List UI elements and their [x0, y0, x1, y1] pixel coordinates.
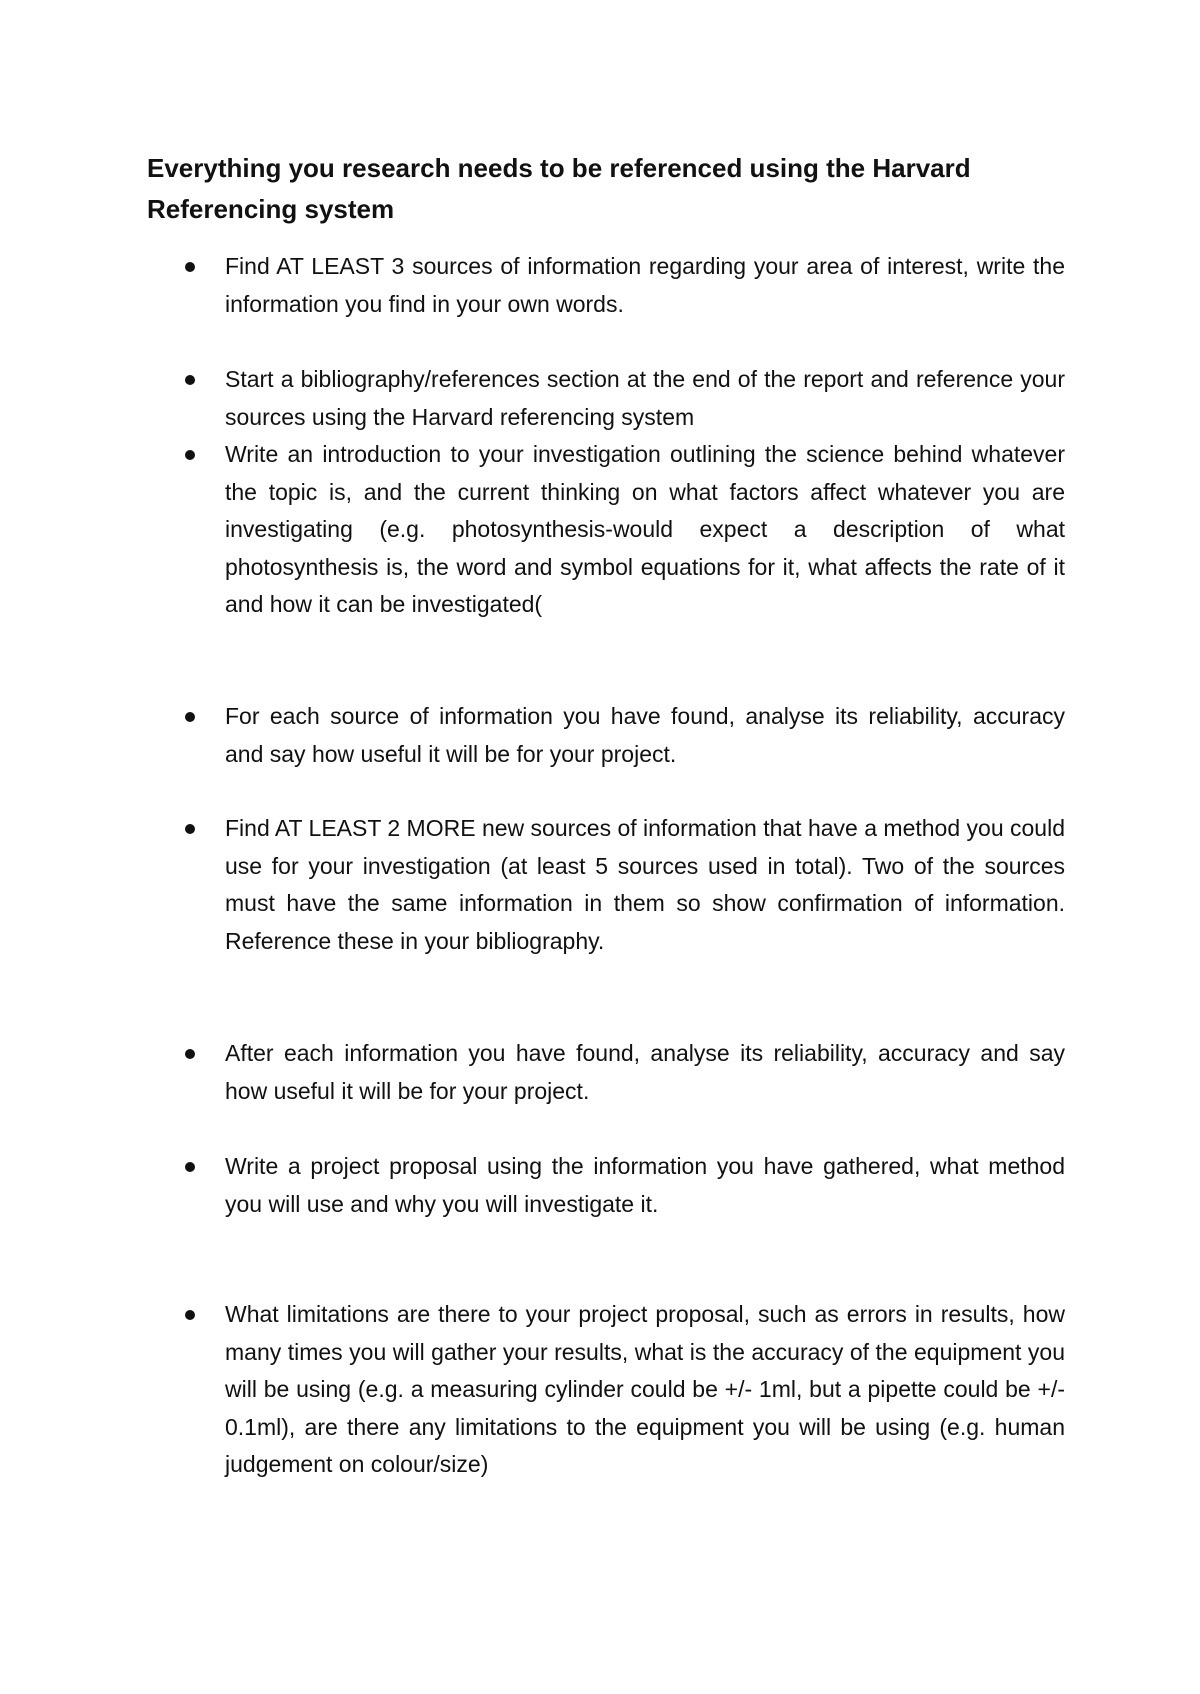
bullet-text-2: Start a bibliography/references section at the end of the report and reference your sources using the Harvard referencing system [225, 366, 1065, 430]
bullet-text-4: For each source of information you have found, analyse its reliability, accuracy and say how useful it will be for your project. [225, 703, 1065, 767]
bullet-dot-icon [185, 262, 195, 272]
bullet-text-6: After each information you have found, analyse its reliability, accuracy and say how useful it will be for your project. [225, 1040, 1065, 1104]
bullet-text-5: Find AT LEAST 2 MORE new sources of information that have a method you could use for your investigation (at least 5 sources used in total). Two of the sources must have the same information in them so show confirmation of information. Reference these in your bibliography. [225, 815, 1065, 954]
bullet-text-1: Find AT LEAST 3 sources of information regarding your area of interest, write the information you find in your own words. [225, 253, 1065, 317]
page-heading: Everything you research needs to be referenced using the Harvard Referencing system [147, 153, 971, 224]
bullet-dot-icon [185, 1162, 195, 1172]
bullet-text-3: Write an introduction to your investigation outlining the science behind whatever the topic is, and the current thinking on what factors affect whatever you are investigating (e.g. photosynthesis-would expect a description of what photosynthesis is, the word and symbol equations for it, what affects the rate of it and how it can be investigated( [225, 441, 1065, 617]
bullet-text-8: What limitations are there to your project proposal, such as errors in results, how many times you will gather your results, what is the accuracy of the equipment you will be using (e.g. a measuring cylinder could be +/- 1ml, but a pipette could be +/- 0.1ml), are there any limitations to the equipment you will be using (e.g. human judgement on colour/size) [225, 1301, 1065, 1477]
bullet-dot-icon [185, 824, 195, 834]
bullet-dot-icon [185, 1049, 195, 1059]
bullet-text-7: Write a project proposal using the information you have gathered, what method you will use and why you will investigate it. [225, 1153, 1065, 1217]
bullet-dot-icon [185, 1310, 195, 1320]
bullet-dot-icon [185, 712, 195, 722]
bullet-dot-icon [185, 375, 195, 385]
bullet-dot-icon [185, 450, 195, 460]
